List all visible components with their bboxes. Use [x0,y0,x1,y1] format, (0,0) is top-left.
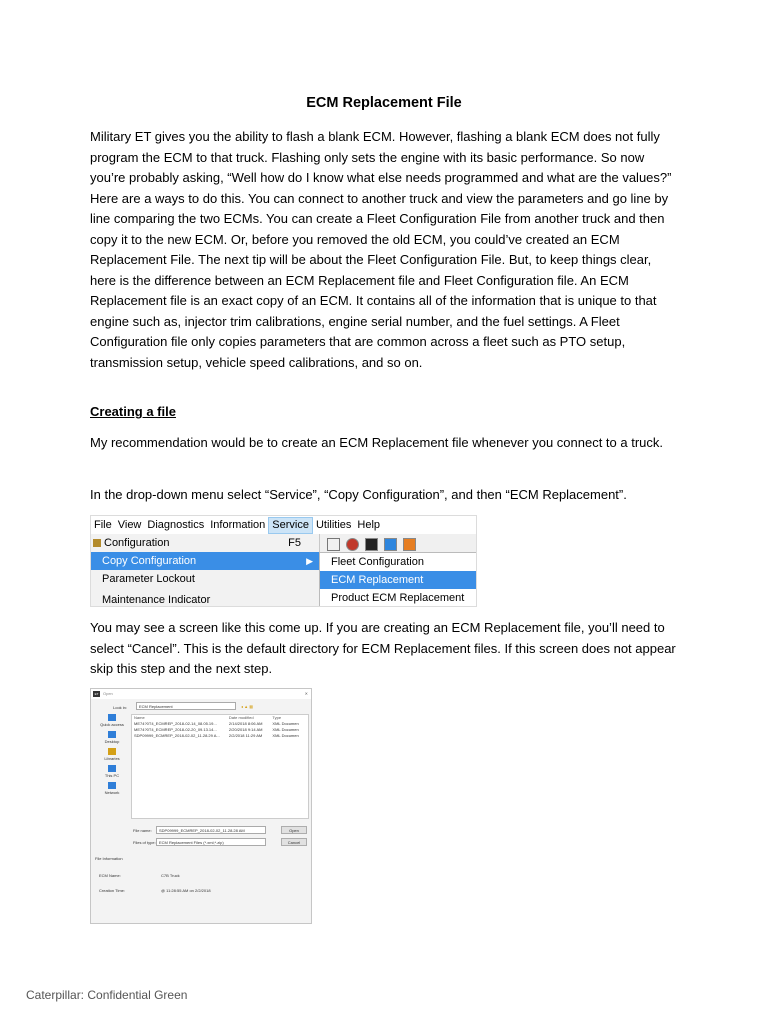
ecm-name-value: C7B Truck [161,873,180,878]
submenu-item-product-ecm-replacement[interactable]: Product ECM Replacement [331,592,465,604]
creation-time-value: @ 11:28:55 AM on 2/2/2018 [161,888,211,893]
computer-icon [108,765,116,772]
file-information-label: File Information [95,856,123,861]
app-icon: ET [94,692,99,696]
file-row[interactable]: ME74?0T4_ECMREP_2018-02-20_09.13.14... 2/20/2018 9:14 AM XML Documen [134,727,299,732]
file-row[interactable]: SDP09999_ECMREP_2018-02-02_11.28.29 A... 2/2/2018 11:29 AM XML Documen [134,733,299,738]
lock-icon[interactable] [403,538,416,551]
file-name-label: File name: [133,828,152,833]
copy-configuration-submenu [319,552,477,607]
edit-icon[interactable] [327,538,340,551]
section-heading: Creating a file [90,404,176,419]
column-type[interactable]: Type [272,715,282,720]
cancel-button[interactable]: Cancel [281,838,307,846]
place-this-pc[interactable]: This PC [93,765,131,778]
record-icon[interactable] [346,538,359,551]
service-dropdown [91,534,320,607]
menu-view[interactable]: View [117,519,142,531]
file-type-select[interactable]: ECM Replacement Files (*.xml;*.zip) [156,838,266,846]
desktop-icon [108,731,116,738]
menu-item-configuration[interactable]: Configuration F5 [91,534,319,552]
look-in-label: Look in: [113,705,128,710]
file-list [131,714,309,819]
menu-service[interactable]: Service [268,517,313,534]
submenu-item-ecm-replacement[interactable]: ECM Replacement [320,571,477,589]
open-button[interactable]: Open [281,826,307,834]
close-icon[interactable]: ✕ [304,691,308,696]
places-bar [93,714,131,824]
creation-time-label: Creation Time: [99,888,126,893]
libraries-icon [108,748,116,755]
look-in-select[interactable]: ECM Replacement [136,702,236,710]
menu-item-parameter-lockout[interactable]: Parameter Lockout [102,573,195,585]
recommendation-paragraph: My recommendation would be to create an ECM Replacement file whenever you connect to a truck. [90,435,664,450]
confidentiality-footer: Caterpillar: Confidential Green [26,988,188,1002]
file-type-label: Files of type: [133,840,156,845]
dialog-titlebar [91,689,311,699]
ecm-name-label: ECM Name: [99,873,121,878]
cancel-note-paragraph: You may see a screen like this come up. If you are creating an ECM Replacement file, you’ll need to select “Cancel”. This is the default directory for ECM Replacement files. If this screen does not appear skip this step and the next step. [90,620,676,676]
tools-icon[interactable] [384,538,397,551]
menu-help[interactable]: Help [357,519,381,531]
intro-paragraph: Military ET gives you the ability to flash a blank ECM. However, flashing a blank ECM does not fully program the ECM to that truck. Flashing only sets the engine with its basic performance. So now you’re probably asking, “Well how do I know what else needs programmed and what are the values?” Here are a ways to do this. You can connect to another truck and view the parameters and go line by line comparing the two ECMs. You can create a Fleet Configuration File from another truck and then copy it to the new ECM. Or, before you removed the old ECM, you could’ve created an ECM Replacement File. The next tip will be about the Fleet Configuration File. But, to keep things clear, here is the difference between an ECM Replacement file and Fleet Configuration file. An ECM Replacement file is an exact copy of an ECM. It contains all of the information that is unique to that engine such as, injector trim calibrations, engine serial number, and the fuel settings. A Fleet Configuration file only copies parameters that are common across a fleet such as PTO setup, transmission setup, vehicle speed calibrations, and so on. [90,129,672,370]
menu-diagnostics[interactable]: Diagnostics [147,519,205,531]
menu-utilities[interactable]: Utilities [315,519,352,531]
menu-item-copy-configuration[interactable]: Copy Configuration ▶ [91,552,319,570]
column-date-modified[interactable]: Date modified [228,715,254,720]
menubar [91,516,476,534]
open-dialog-screenshot [90,688,312,924]
submenu-item-fleet-configuration[interactable]: Fleet Configuration [331,556,424,568]
place-desktop[interactable]: Desktop [93,731,131,744]
instruction-paragraph: In the drop-down menu select “Service”, “Copy Configuration”, and then “ECM Replacement”. [90,487,627,502]
column-name[interactable]: Name [134,715,145,720]
network-icon [108,782,116,789]
dialog-title: Open [103,691,113,696]
menu-item-maintenance-indicator[interactable]: Maintenance Indicator [102,594,211,606]
place-quick-access[interactable]: Quick access [93,714,131,727]
place-network[interactable]: Network [93,782,131,795]
place-libraries[interactable]: Libraries [93,748,131,761]
menu-information[interactable]: Information [210,519,266,531]
submenu-arrow-icon: ▶ [306,556,313,566]
menu-file[interactable]: File [94,519,112,531]
file-row[interactable]: ME74?0T4_ECMREP_2018-02-14_08.05.19... 2/14/2018 8:06 AM XML Documen [134,721,299,726]
menu-screenshot [90,515,477,607]
file-name-input[interactable]: SDP09999_ECMREP_2018-02-02_11.28.28 AM [156,826,266,834]
folder-nav-icons[interactable]: ◂ ▲ ▦ [241,704,253,709]
ecm-icon[interactable] [365,538,378,551]
configuration-icon [93,539,101,547]
toolbar [321,534,477,554]
star-icon [108,714,116,721]
page-title: ECM Replacement File [306,95,462,111]
